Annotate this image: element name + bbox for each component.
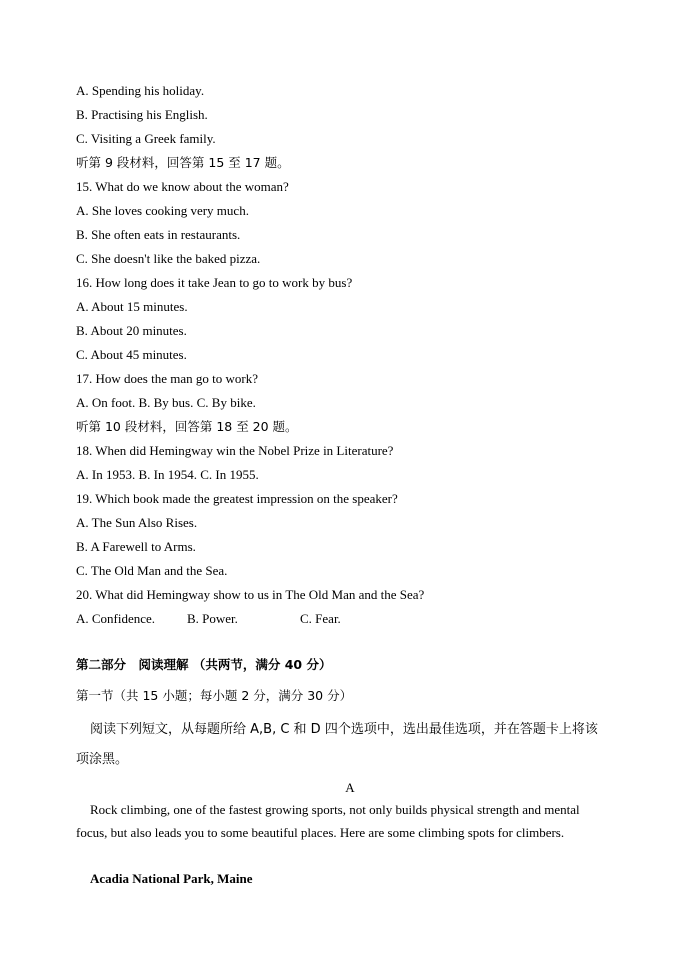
q19-option-a: A. The Sun Also Rises. <box>76 515 198 530</box>
q17-options: A. On foot. B. By bus. C. By bike. <box>76 395 256 410</box>
q20-option-b: B. Power. <box>187 611 238 626</box>
question-17: 17. How does the man go to work? <box>76 371 258 386</box>
q20-option-a: A. Confidence. <box>76 611 156 626</box>
q15-option-c: C. She doesn't like the baked pizza. <box>76 251 261 266</box>
question-19: 19. Which book made the greatest impression on the speaker? <box>76 491 398 506</box>
q15-option-a: A. She loves cooking very much. <box>76 203 249 218</box>
section-one-heading: 第一节（共 15 小题；每小题 2 分，满分 30 分） <box>76 688 353 703</box>
passage-a-intro: Rock climbing, one of the fastest growing sports, not only builds physical strength and mental focus, but also leads you to some beautiful places. Here are some climbing spots for climbers. <box>76 802 580 840</box>
q20-option-c: C. Fear. <box>300 611 341 626</box>
part-two-title: 第二部分 阅读理解 （共两节，满分 40 分） <box>76 657 332 672</box>
q16-option-b: B. About 20 minutes. <box>76 323 187 338</box>
q14-option-c: C. Visiting a Greek family. <box>76 131 216 146</box>
q16-option-a: A. About 15 minutes. <box>76 299 188 314</box>
q14-option-a: A. Spending his holiday. <box>76 83 205 98</box>
q16-option-c: C. About 45 minutes. <box>76 347 187 362</box>
question-20: 20. What did Hemingway show to us in The Old Man and the Sea? <box>76 587 425 602</box>
material-9-instruction: 听第 9 段材料，回答第 15 至 17 题。 <box>76 155 290 170</box>
q19-option-b: B. A Farewell to Arms. <box>76 539 196 554</box>
question-18: 18. When did Hemingway win the Nobel Prize in Literature? <box>76 443 394 458</box>
q15-option-b: B. She often eats in restaurants. <box>76 227 241 242</box>
q18-options: A. In 1953. B. In 1954. C. In 1955. <box>76 467 259 482</box>
question-15: 15. What do we know about the woman? <box>76 179 289 194</box>
q19-option-c: C. The Old Man and the Sea. <box>76 563 228 578</box>
q20-options <box>76 611 341 627</box>
question-16: 16. How long does it take Jean to go to work by bus? <box>76 275 353 290</box>
spot-heading-acadia: Acadia National Park, Maine <box>90 871 253 886</box>
passage-label: A <box>345 780 355 795</box>
material-10-instruction: 听第 10 段材料，回答第 18 至 20 题。 <box>76 419 298 434</box>
q14-option-b: B. Practising his English. <box>76 107 208 122</box>
reading-instruction: 阅读下列短文，从每题所给 A,B, C 和 D 四个选项中，选出最佳选项，并在答题卡上将该项涂黑。 <box>76 722 598 767</box>
